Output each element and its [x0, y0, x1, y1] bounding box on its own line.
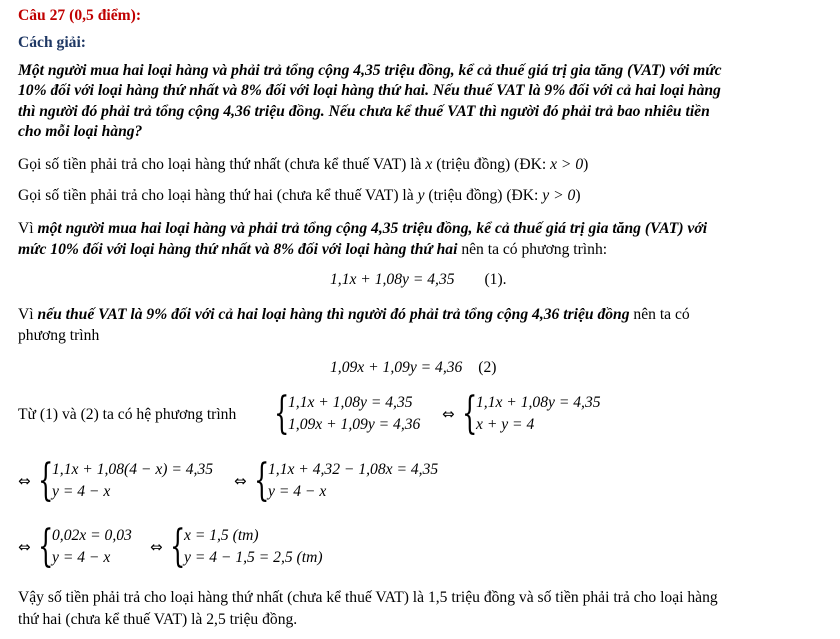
system-intro: Từ (1) và (2) ta có hệ phương trình	[18, 406, 237, 423]
system-6: { x = 1,5 (tm) y = 4 − 1,5 = 2,5 (tm)	[170, 521, 323, 572]
brace-symbol: {	[38, 521, 54, 572]
problem-line-3: thì người đó phải trả tổng cộng 4,36 triệu đồng. Nếu chưa kể thuế VAT thì người đó phải trả bao nhiêu tiền	[18, 103, 710, 120]
equation-2: 1,09x + 1,09y = 4,36 (2)	[330, 359, 497, 376]
system-1: { 1,1x + 1,08y = 4,35 1,09x + 1,09y = 4,36	[274, 388, 421, 439]
question-heading: Câu 27 (0,5 điểm):	[18, 7, 142, 24]
reason-2-line-1: Vì nếu thuế VAT là 9% đối với cả hai loại hàng thì người đó phải trả tổng cộng 4,36 triệu đồng nên ta có	[18, 306, 690, 323]
conclusion-line-1: Vậy số tiền phải trả cho loại hàng thứ nhất (chưa kể thuế VAT) là 1,5 triệu đồng và số tiền phải trả cho loại hàng	[18, 589, 718, 606]
let-x-statement: Gọi số tiền phải trả cho loại hàng thứ nhất (chưa kể thuế VAT) là x (triệu đồng) (ĐK: x > 0)	[18, 156, 589, 173]
let-y-statement: Gọi số tiền phải trả cho loại hàng thứ hai (chưa kể thuế VAT) là y (triệu đồng) (ĐK: y > 0)	[18, 187, 581, 204]
reason-1-line-1: Vì một người mua hai loại hàng và phải trả tổng cộng 4,35 triệu đồng, kể cả thuế giá trị gia tăng (VAT) với	[18, 220, 708, 237]
problem-line-1: Một người mua hai loại hàng và phải trả tổng cộng 4,35 triệu đồng, kể cả thuế giá trị gia tăng (VAT) với mức	[18, 62, 722, 79]
brace-symbol: {	[462, 388, 478, 439]
reason-2-line-2: phương trình	[18, 327, 100, 344]
problem-line-4: cho mỗi loại hàng?	[18, 123, 143, 140]
iff-icon: ⇔	[18, 538, 31, 556]
brace-symbol: {	[170, 521, 186, 572]
brace-symbol: {	[274, 388, 290, 439]
system-3: { 1,1x + 1,08(4 − x) = 4,35 y = 4 − x	[38, 455, 214, 506]
iff-icon: ⇔	[150, 538, 163, 556]
brace-symbol: {	[254, 455, 270, 506]
iff-icon: ⇔	[442, 405, 455, 423]
problem-line-2: 10% đối với loại hàng thứ nhất và 8% đối với loại hàng thứ hai. Nếu thuế VAT là 9% đối với cả hai loại hàng	[18, 82, 721, 99]
iff-icon: ⇔	[18, 472, 31, 490]
system-4: { 1,1x + 4,32 − 1,08x = 4,35 y = 4 − x	[254, 455, 439, 506]
brace-symbol: {	[38, 455, 54, 506]
equation-1: 1,1x + 1,08y = 4,35 (1).	[330, 271, 507, 288]
solution-heading: Cách giải:	[18, 34, 87, 51]
system-5: { 0,02x = 0,03 y = 4 − x	[38, 521, 132, 572]
reason-1-line-2: mức 10% đối với loại hàng thứ nhất và 8% đối với loại hàng thứ hai nên ta có phương trình:	[18, 241, 608, 258]
system-2: { 1,1x + 1,08y = 4,35 x + y = 4	[462, 388, 601, 439]
iff-icon: ⇔	[234, 472, 247, 490]
conclusion-line-2: thứ hai (chưa kể thuế VAT) là 2,5 triệu đồng.	[18, 611, 298, 628]
